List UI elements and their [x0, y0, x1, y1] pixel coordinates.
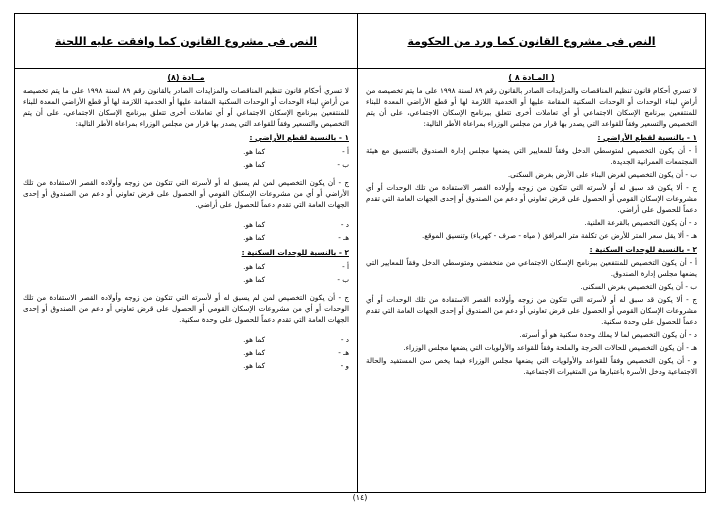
unchanged-clause — [23, 333, 349, 346]
clause-unchanged-text: كما هو. — [243, 262, 265, 271]
unchanged-clause — [23, 158, 349, 171]
clause-item: و - أن يكون التخصيص وفقاً للقواعد والأولويات التي يضعها مجلس الوزراء فيما يخص سن المستفيد والحالة الاجتماعية ودخل الأسرة باعتبارها من المتغيرات الاجتماعية. — [366, 356, 697, 376]
clause-unchanged-text: كما هو. — [243, 275, 265, 284]
lands-clauses — [366, 145, 697, 241]
units-clauses — [366, 257, 697, 377]
lands-unchanged-clauses — [23, 218, 349, 244]
unchanged-clause — [23, 231, 349, 244]
clause-item: د - أن يكون التخصيص بالقرعة العلنية. — [584, 218, 697, 227]
clause-unchanged-text: كما هو. — [243, 147, 265, 156]
clause-unchanged-text: كما هو. — [243, 160, 265, 169]
article-intro: لا تسري أحكام قانون تنظيم المناقصات والمزايدات الصادر بالقانون رقم ٨٩ لسنة ١٩٩٨ على ما يتم تخصيصه من أراضٍ لبناء الوحدات أو الوحدات السكنية المقامة عليها أو الخدمية اللازمة لها أو قطع الأراضي المعدة للبناء للمنتفعين ببرنامج الإسكان الاجتماعي أو أي تعاملات أخرى تتعلق ببرنامج الإسكان الاجتماعي، على أن يتم التخصيص والتسعير وفقاً للقواعد التي يصدر بها قرار من مجلس الوزراء بمراعاة الأطر التالية: — [366, 86, 697, 128]
clause-letter: هـ - — [338, 348, 349, 357]
clause-item: ج - ألا يكون قد سبق له أو لأسرته التي تتكون من زوجه وأولاده القصر الاستفادة من تلك الوحدات أو أي مشروعات الإسكان القومي أو الحصول على قرض تعاوني أو دعم من الصندوق أو إحدى الجهات العامة التي تقدم دعماً للحصول على وحدة سكنية. — [366, 295, 697, 326]
clause-item: ج - ألا يكون قد سبق له أو لأسرته التي تتكون من زوجه وأولاده القصر الاستفادة من تلك الوحدات أو أي مشروعات الإسكان القومي أو الحصول على قرض تعاوني أو دعم من الصندوق أو إحدى الجهات العامة التي تقدم دعماً للحصول على أراضي. — [366, 183, 697, 214]
page-number: (١٤) — [352, 493, 368, 502]
clause-unchanged-text: كما هو. — [243, 233, 265, 242]
clause-item: أ - أن يكون التخصيص لمتوسطي الدخل وفقاً للمعايير التي يضعها مجلس إدارة الصندوق بالتنسيق مع هيئة المجتمعات العمرانية الجديدة. — [366, 146, 697, 166]
clause-unchanged-text: كما هو. — [243, 335, 265, 344]
clause-item: هـ - أن يكون التخصيص للحالات الحرجة والملحة وفقاً للقواعد والأولويات التي يضعها مجلس الوزراء. — [403, 343, 697, 352]
header-government-text: النص فى مشروع القانون كما ورد من الحكومة — [407, 34, 656, 48]
comparison-table — [14, 13, 706, 493]
section-heading-lands: ١ - بالنسبة لقطع الأراضي : — [597, 133, 697, 142]
committee-text-column — [15, 68, 357, 492]
units-unchanged-clauses — [23, 333, 349, 372]
unchanged-clause — [23, 359, 349, 372]
article-title: مــادة (٨) — [167, 73, 205, 82]
article-intro: لا تسري أحكام قانون تنظيم المناقصات والمزايدات الصادر بالقانون رقم ٨٩ لسنة ١٩٩٨ على ما يتم تخصيصه من أراضٍ لبناء الوحدات أو الوحدات السكنية المقامة عليها أو الخدمية اللازمة لها أو قطع الأراضي المعدة للبناء للمنتفعين ببرنامج الإسكان الاجتماعي أو أي تعاملات أخرى تتعلق ببرنامج الإسكان الاجتماعي، على أن يتم التخصيص والتسعير وفقاً للقواعد التي يصدر بها قرار من مجلس الوزراء بمراعاة الأطر التالية: — [23, 86, 349, 128]
section-heading-units: ٢ - بالنسبة للوحدات السكنية : — [241, 248, 349, 257]
clause-unchanged-text: كما هو. — [243, 348, 265, 357]
unchanged-clause — [23, 218, 349, 231]
lands-unchanged-clauses — [23, 145, 349, 171]
clause-letter: و - — [340, 361, 349, 370]
clause-letter: د - — [340, 335, 349, 344]
clause-item: د - أن يكون التخصيص لما لا يملك وحدة سكنية هو أو أسرته. — [519, 330, 697, 339]
lands-clause-c: ج - أن يكون التخصيص لمن لم يسبق له أو لأسرته التي تتكون من زوجه وأولاده القصر الاستفادة من تلك الأراضي أو أي من مشروعات الإسكان القومي أو الحصول على قرض تعاوني أو دعم من الصندوق أو إحدى الجهات العامة التي تقدم دعماً للحصول على أراضي. — [23, 178, 349, 209]
units-clause-c: ج - أن يكون التخصيص لمن لم يسبق له أو لأسرته التي تتكون من زوجه وأولاده القصر الاستفادة من تلك الوحدات أو أي من مشروعات الإسكان القومي أو الحصول على قرض تعاوني أو دعم من الصندوق أو إحدى الجهات العامة التي تقدم دعماً للحصول على وحدة سكنية. — [23, 293, 349, 324]
clause-letter: أ - — [342, 147, 349, 156]
units-unchanged-clauses — [23, 260, 349, 286]
unchanged-clause — [23, 273, 349, 286]
unchanged-clause — [23, 145, 349, 158]
clause-unchanged-text: كما هو. — [243, 361, 265, 370]
clause-item: ب - أن يكون التخصيص بغرض السكنى. — [580, 282, 697, 291]
government-text-column — [358, 68, 705, 492]
clause-item: أ - أن يكون التخصيص للمنتفعين ببرنامج الإسكان الاجتماعي من منخفضي ومتوسطي الدخل وفقاً للمعايير التي يضعها مجلس إدارة الصندوق. — [366, 258, 697, 278]
section-heading-units: ٢ - بالنسبة للوحدات السكنية : — [589, 245, 697, 254]
clause-letter: هـ - — [338, 233, 349, 242]
clause-letter: أ - — [342, 262, 349, 271]
clause-item: ب - أن يكون التخصيص لغرض البناء على الأرض بغرض السكنى. — [507, 170, 697, 179]
header-committee-text: النص فى مشروع القانون كما وافقت عليه اللجنة — [54, 34, 318, 48]
clause-letter: ب - — [337, 160, 349, 169]
clause-letter: ب - — [337, 275, 349, 284]
unchanged-clause — [23, 346, 349, 359]
clause-item: هـ - ألا يقل سعر المتر للأرض عن تكلفة متر المرافق ( مياه - صرف - كهرباء) وتنسيق الموقع. — [421, 231, 697, 240]
article-title: ( المـادة ٨ ) — [508, 73, 555, 82]
clause-letter: د - — [340, 220, 349, 229]
section-heading-lands: ١ - بالنسبة لقطع الأراضي : — [249, 133, 349, 142]
clause-unchanged-text: كما هو. — [243, 220, 265, 229]
unchanged-clause — [23, 260, 349, 273]
